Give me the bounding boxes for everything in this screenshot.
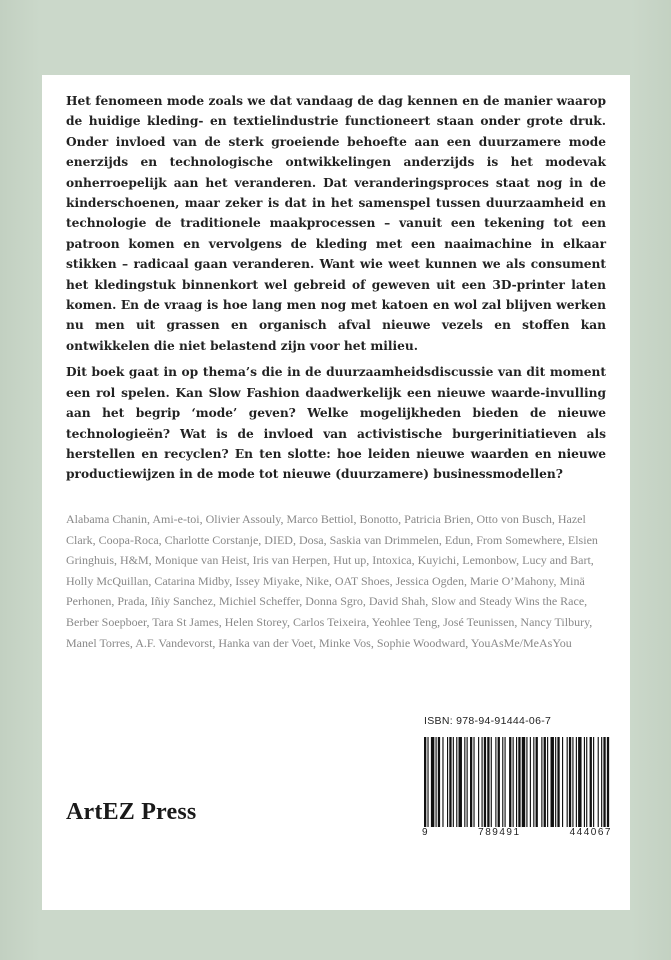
barcode-bar bbox=[424, 737, 426, 827]
barcode-bar bbox=[522, 737, 525, 827]
barcode-bar bbox=[502, 737, 503, 827]
barcode-bar bbox=[567, 737, 568, 827]
barcode-bar bbox=[447, 737, 448, 827]
barcode-bar bbox=[470, 737, 472, 827]
barcode-bar bbox=[453, 737, 454, 827]
barcode bbox=[422, 737, 612, 827]
barcode-bar bbox=[478, 737, 479, 827]
barcode-bar bbox=[533, 737, 534, 827]
barcode-bar bbox=[562, 737, 563, 827]
barcode-digit-group: 789491 bbox=[478, 827, 521, 838]
barcode-bar bbox=[505, 737, 506, 827]
barcode-bar bbox=[459, 737, 462, 827]
barcode-bar bbox=[536, 737, 538, 827]
barcode-bar bbox=[509, 737, 511, 827]
barcode-bar bbox=[584, 737, 585, 827]
barcode-bar bbox=[607, 737, 609, 827]
barcode-bar bbox=[516, 737, 517, 827]
barcode-bar bbox=[544, 737, 546, 827]
barcode-bar bbox=[484, 737, 486, 827]
barcode-bar bbox=[603, 737, 605, 827]
barcode-bar bbox=[427, 737, 428, 827]
barcode-bar bbox=[473, 737, 474, 827]
barcode-digit-group: 444067 bbox=[569, 827, 612, 838]
barcode-bar bbox=[541, 737, 542, 827]
barcode-bar bbox=[578, 737, 581, 827]
barcode-bar bbox=[526, 737, 527, 827]
barcode-bar bbox=[449, 737, 451, 827]
barcode-bar bbox=[513, 737, 514, 827]
barcode-bar bbox=[495, 737, 496, 827]
publisher-logo: ArtEZ Press bbox=[66, 799, 197, 825]
barcode-bar bbox=[482, 737, 483, 827]
intro-paragraph-1: Het fenomeen mode zoals we dat vandaag de dag kennen en de manier waarop de huidige kleding- en textielindustrie functioneert staan onder grote druk. Onder invloed van de sterk groeiende behoefte aan een duurzamere mode enerzijds en technologische ontwikkelingen anderzijds is het modevak onherroepelijk aan het veranderen. Dat veranderingsproces staat nog in de kinderschoenen, maar zeker is dat in het samenspel tussen duurzaamheid en technologie de traditionele maakprocessen – vanuit een tekening tot een patroon komen en vervolgens de kleding met een naaimachine in elkaar stikken – radicaal gaan veranderen. Want wie weet kunnen we als consument het kledingstuk binnenkort wel gebreid of geweven uit een 3D-printer laten komen. En de vraag is hoe lang men nog met katoen en wol zal blijven werken nu men uit grassen en organisch afval nieuwe vezels en stoffen kan ontwikkelen die niet belastend zijn voor het milieu. bbox=[66, 94, 606, 353]
barcode-bar bbox=[518, 737, 520, 827]
contributors-list: Alabama Chanin, Ami-e-toi, Olivier Assouly, Marco Bettiol, Bonotto, Patricia Brien, Otto von Busch, Hazel Clark, Coopa-Roca, Charlotte Corstanje, DIED, Dosa, Saskia van Drimmelen, Edun, From Somewhere, Elsien Gringhuis, H&M, Monique van Heist, Iris van Herpen, Hut up, Intoxica, Kuyichi, Lemonbow, Lucy and Bart, Holly McQuillan, Catarina Midby, Issey Miyake, Nike, OAT Shoes, Jessica Ogden, Marie O’Mahony, Minä Perhonen, Prada, Iñiy Sanchez, Michiel Scheffer, Donna Sgro, David Shah, Slow and Steady Wins the Race, Berber Soepboer, Tara St James, Helen Storey, Carlos Teixeira, Yeohlee Teng, José Teunissen, Nancy Tilbury, Manel Torres, A.F. Vandevorst, Hanka van der Voet, Minke Vos, Sophie Woodward, YouAsMe/MeAsYou bbox=[66, 512, 598, 650]
barcode-bar bbox=[436, 737, 437, 827]
barcode-bar bbox=[547, 737, 548, 827]
isbn-label: ISBN: 978-94-91444-06-7 bbox=[424, 715, 552, 727]
barcode-bar bbox=[456, 737, 457, 827]
barcode-bar bbox=[487, 737, 489, 827]
intro-paragraph-2: Dit boek gaat in op thema’s die in de duurzaamheidsdiscussie van dit moment een rol spelen. Kan Slow Fashion daadwerkelijk een nieuwe waarde-invulling aan het begrip ‘mode’ geven? Welke mogelijkheden bieden de nieuwe technologieën? Wat is de invloed van activistische burgerinitiatieven als herstellen en recyclen? En ten slotte: hoe leiden nieuwe waarden en nieuwe productiewijzen in de mode tot nieuwe (duurzamere) businessmodellen? bbox=[66, 365, 606, 482]
barcode-digit-group: 9 bbox=[422, 827, 430, 838]
barcode-bar bbox=[498, 737, 500, 827]
barcode-digits bbox=[422, 827, 612, 838]
cover-panel bbox=[42, 75, 630, 910]
barcode-bar bbox=[590, 737, 592, 827]
barcode-bar bbox=[572, 737, 573, 827]
barcode-bar bbox=[438, 737, 440, 827]
barcode-bar bbox=[593, 737, 594, 827]
barcode-bar bbox=[576, 737, 577, 827]
barcode-bar bbox=[530, 737, 531, 827]
barcode-bar bbox=[551, 737, 554, 827]
barcode-bar bbox=[431, 737, 434, 827]
barcode-bar bbox=[555, 737, 556, 827]
intro-text bbox=[66, 91, 606, 485]
barcode-bar bbox=[598, 737, 599, 827]
barcode-bar bbox=[491, 737, 492, 827]
barcode-bar bbox=[442, 737, 443, 827]
barcode-bar bbox=[464, 737, 465, 827]
barcode-bar bbox=[601, 737, 602, 827]
barcode-bar bbox=[557, 737, 559, 827]
barcode-bar bbox=[586, 737, 587, 827]
barcode-bar bbox=[569, 737, 571, 827]
barcode-bar bbox=[467, 737, 468, 827]
